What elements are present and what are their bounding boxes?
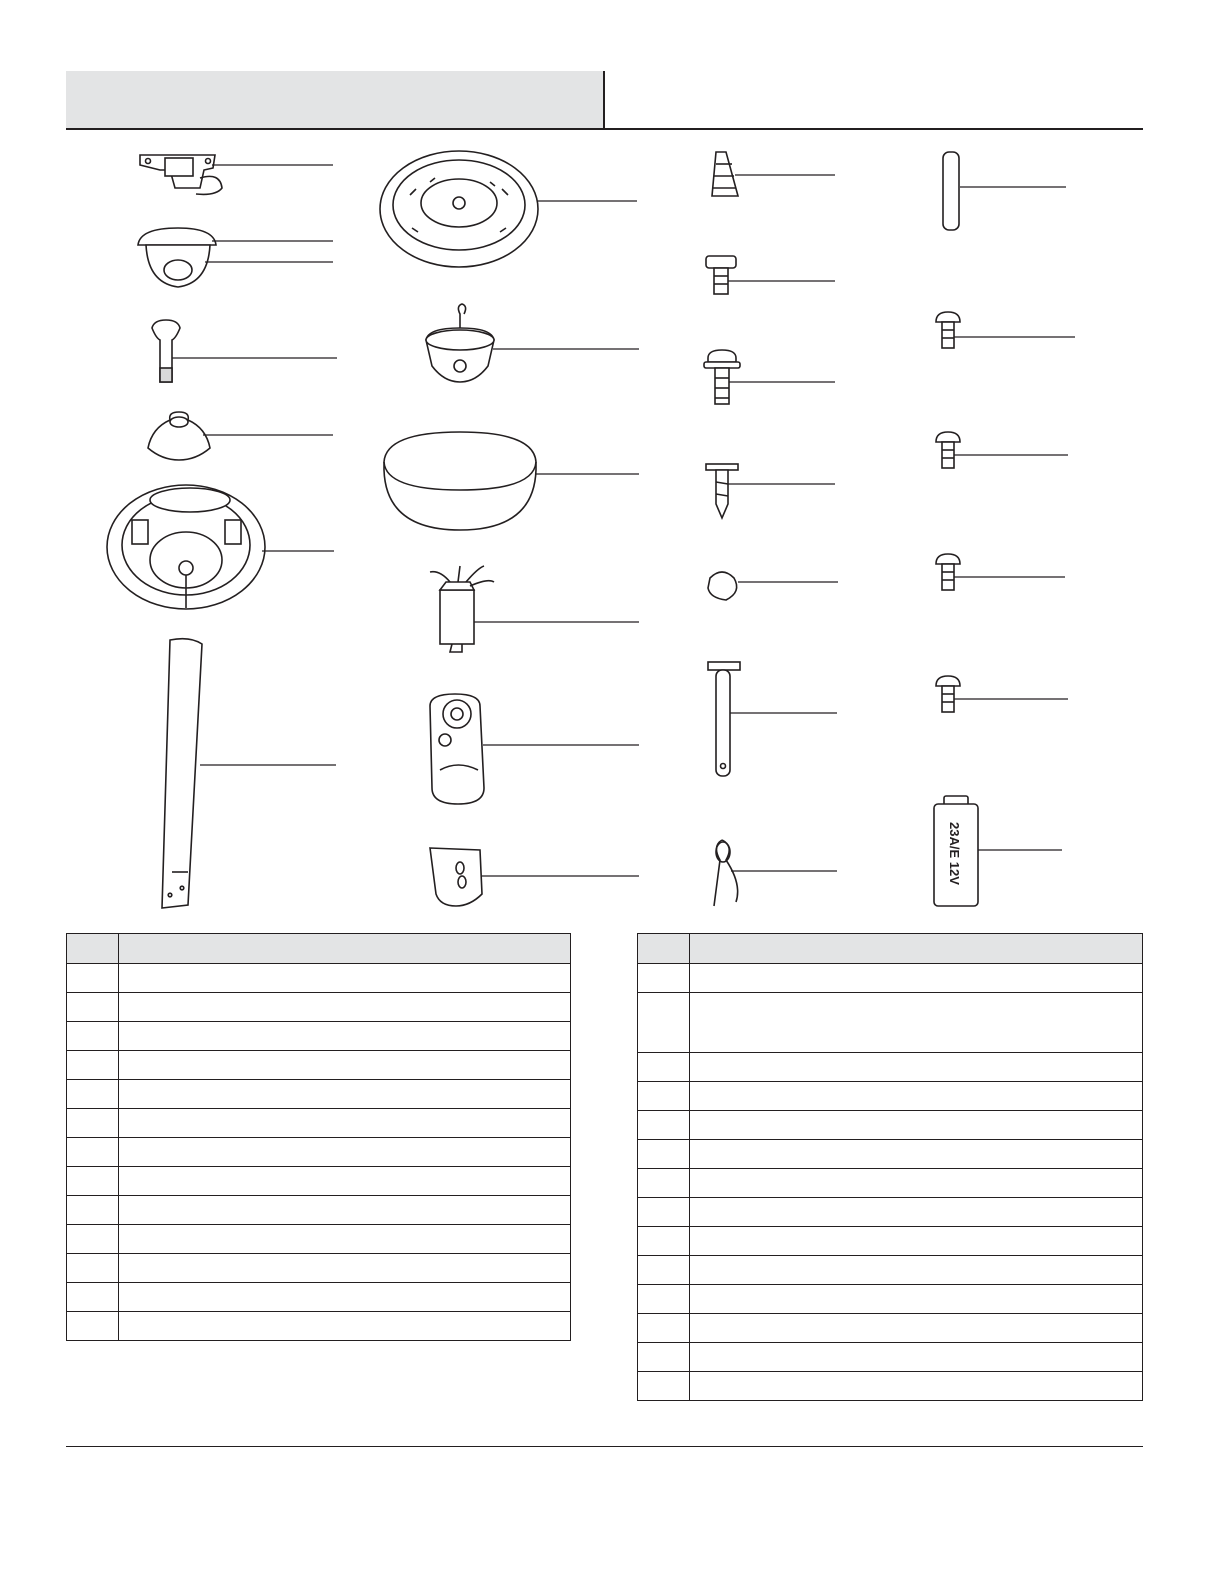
table-header-cell: [67, 934, 119, 964]
part-letter-cell: [638, 1140, 690, 1169]
bracket-screw-icon: [704, 350, 740, 404]
part-description-cell: [119, 1167, 571, 1196]
glass-shade-icon: [384, 432, 536, 530]
table-row: [67, 1312, 571, 1341]
wall-cradle-icon: [430, 848, 482, 906]
table-header-row: [638, 934, 1143, 964]
thumb-screw-icon: [706, 256, 736, 294]
part-letter-cell: [67, 1080, 119, 1109]
part-letter-cell: [638, 1082, 690, 1111]
part-letter-cell: [67, 1167, 119, 1196]
part-description-cell: [119, 1196, 571, 1225]
table-row: [638, 1169, 1143, 1198]
battery-icon: [934, 796, 978, 906]
part-letter-cell: [67, 1254, 119, 1283]
part-description-cell: [119, 1138, 571, 1167]
part-description-cell: [690, 1198, 1143, 1227]
table-row: [67, 1051, 571, 1080]
part-description-cell: [119, 1283, 571, 1312]
part-letter-cell: [67, 1196, 119, 1225]
coupling-cover-icon: [148, 412, 210, 460]
table-body: [638, 964, 1143, 1401]
part-letter-cell: [638, 1111, 690, 1140]
part-description-cell: [119, 1022, 571, 1051]
table-row: [67, 1080, 571, 1109]
part-letter-cell: [638, 1169, 690, 1198]
part-letter-cell: [67, 964, 119, 993]
part-description-cell: [690, 1343, 1143, 1372]
light-kit-plate-icon: [426, 304, 494, 382]
table-row: [67, 993, 571, 1022]
mounting-bracket-icon: [140, 155, 222, 194]
table-row: [638, 1227, 1143, 1256]
machine-screw-icon: [936, 554, 960, 590]
table-header-cell: [638, 934, 690, 964]
part-letter-cell: [67, 1225, 119, 1254]
table-row: [67, 1022, 571, 1051]
part-letter-cell: [67, 1051, 119, 1080]
fan-blade-icon: [162, 639, 202, 908]
part-letter-cell: [638, 1053, 690, 1082]
part-letter-cell: [67, 993, 119, 1022]
part-letter-cell: [638, 1372, 690, 1401]
part-description-cell: [690, 1256, 1143, 1285]
part-letter-cell: [638, 1314, 690, 1343]
part-letter-cell: [67, 1138, 119, 1167]
table-row: [638, 1111, 1143, 1140]
part-description-cell: [119, 1225, 571, 1254]
parts-table-left: [66, 933, 571, 1341]
table-row: [638, 1082, 1143, 1111]
part-letter-cell: [638, 964, 690, 993]
part-letter-cell: [638, 1256, 690, 1285]
part-description-cell: [690, 993, 1143, 1053]
downrod-icon: [152, 320, 180, 382]
table-row: [67, 1138, 571, 1167]
table-row: [638, 993, 1143, 1053]
part-letter-cell: [638, 1198, 690, 1227]
part-description-cell: [690, 1285, 1143, 1314]
machine-screw-icon: [936, 312, 960, 348]
part-description-cell: [690, 1111, 1143, 1140]
receiver-icon: [430, 566, 494, 652]
battery-label: 23A/E 12V: [947, 822, 962, 885]
part-description-cell: [690, 1372, 1143, 1401]
table-row: [638, 1053, 1143, 1082]
part-description-cell: [119, 964, 571, 993]
table-row: [67, 1225, 571, 1254]
table-row: [638, 1140, 1143, 1169]
switch-housing-icon: [380, 151, 538, 267]
part-description-cell: [690, 1314, 1143, 1343]
footer-rule: [66, 1446, 1143, 1447]
part-description-cell: [119, 1254, 571, 1283]
part-description-cell: [119, 1080, 571, 1109]
table-row: [638, 1198, 1143, 1227]
table-body: [67, 964, 571, 1341]
machine-screw-icon: [936, 432, 960, 468]
part-description-cell: [119, 1109, 571, 1138]
wood-screw-icon: [706, 464, 738, 518]
part-letter-cell: [638, 1343, 690, 1372]
part-description-cell: [119, 993, 571, 1022]
part-description-cell: [690, 1140, 1143, 1169]
part-letter-cell: [67, 1312, 119, 1341]
part-letter-cell: [67, 1022, 119, 1051]
cap-icon: [708, 572, 737, 600]
table-row: [638, 964, 1143, 993]
part-letter-cell: [67, 1109, 119, 1138]
table-row: [638, 1343, 1143, 1372]
part-letter-cell: [638, 1227, 690, 1256]
table-header-row: [67, 934, 571, 964]
part-description-cell: [690, 1053, 1143, 1082]
part-description-cell: [690, 1082, 1143, 1111]
part-description-cell: [690, 1227, 1143, 1256]
remote-control-icon: [430, 694, 484, 804]
parts-table-right: [637, 933, 1143, 1401]
wire-connector-icon: [712, 152, 738, 196]
motor-assembly-icon: [107, 485, 265, 609]
pin-icon: [943, 152, 959, 230]
table-row: [638, 1256, 1143, 1285]
table-row: [67, 1196, 571, 1225]
part-description-cell: [119, 1312, 571, 1341]
part-description-cell: [119, 1051, 571, 1080]
part-description-cell: [690, 1169, 1143, 1198]
clevis-pin-icon: [708, 662, 740, 776]
table-row: [67, 964, 571, 993]
hairpin-clip-icon: [714, 840, 738, 906]
part-letter-cell: [638, 993, 690, 1053]
table-header-cell: [119, 934, 571, 964]
part-letter-cell: [638, 1285, 690, 1314]
machine-screw-icon: [936, 676, 960, 712]
canopy-icon: [138, 228, 216, 287]
table-row: [67, 1254, 571, 1283]
part-description-cell: [690, 964, 1143, 993]
table-row: [638, 1372, 1143, 1401]
table-row: [638, 1285, 1143, 1314]
table-header-cell: [690, 934, 1143, 964]
table-row: [638, 1314, 1143, 1343]
table-row: [67, 1167, 571, 1196]
part-letter-cell: [67, 1283, 119, 1312]
table-row: [67, 1109, 571, 1138]
table-row: [67, 1283, 571, 1312]
